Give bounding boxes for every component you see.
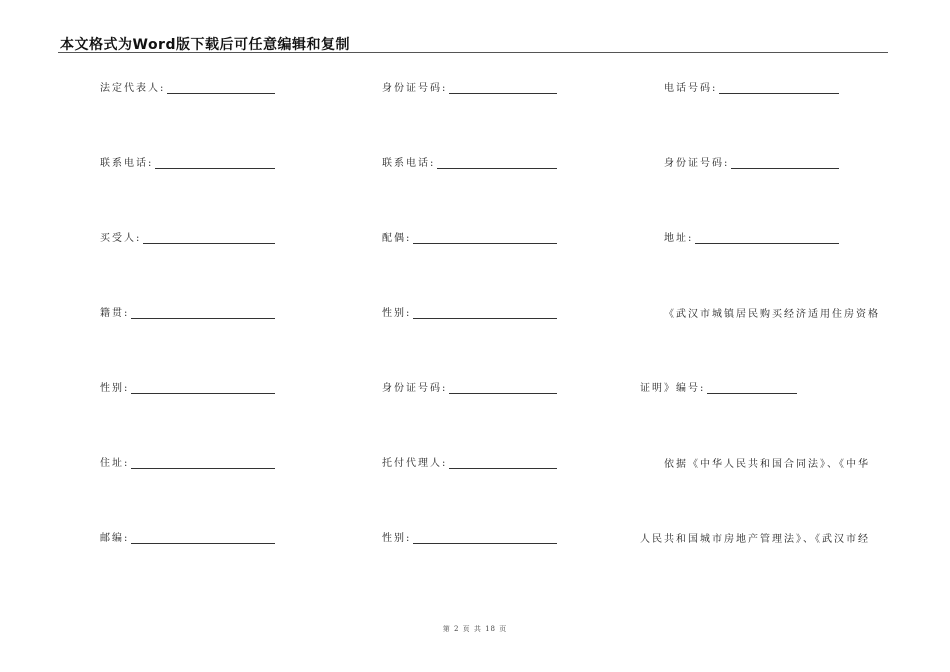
field-label: 身份证号码: xyxy=(382,83,448,94)
fill-line[interactable] xyxy=(155,156,275,169)
field-label: 托付代理人: xyxy=(382,458,448,469)
field-label: 邮编: xyxy=(100,533,130,544)
field-label: 买受人: xyxy=(100,233,142,244)
field-address xyxy=(664,228,839,244)
field-label: 性别: xyxy=(382,533,412,544)
fill-line[interactable] xyxy=(413,531,557,544)
field-certificate-number xyxy=(640,378,797,394)
fill-line[interactable] xyxy=(131,531,275,544)
field-postcode xyxy=(100,528,275,544)
fill-line[interactable] xyxy=(167,81,275,94)
fill-line[interactable] xyxy=(719,81,839,94)
fill-line[interactable] xyxy=(437,156,557,169)
fill-line[interactable] xyxy=(449,81,557,94)
fill-line[interactable] xyxy=(131,456,275,469)
field-gender-3 xyxy=(382,528,557,544)
field-label: 身份证号码: xyxy=(382,383,448,394)
field-label: 电话号码: xyxy=(664,83,718,94)
field-label: 性别: xyxy=(382,308,412,319)
fill-line[interactable] xyxy=(413,306,557,319)
fill-line[interactable] xyxy=(449,456,557,469)
field-label: 性别: xyxy=(100,383,130,394)
field-label: 联系电话: xyxy=(382,158,436,169)
field-label: 住址: xyxy=(100,458,130,469)
fill-line[interactable] xyxy=(131,381,275,394)
field-id-number-2 xyxy=(382,378,557,394)
field-contact-phone xyxy=(100,153,275,169)
field-label: 联系电话: xyxy=(100,158,154,169)
fill-line[interactable] xyxy=(695,231,839,244)
field-id-number xyxy=(382,78,557,94)
fill-line[interactable] xyxy=(707,381,797,394)
field-native-place xyxy=(100,303,275,319)
paragraph-line: 依据《中华人民共和国合同法》、《中华 xyxy=(664,459,870,470)
header-title: 本文格式为Word版下载后可任意编辑和复制 xyxy=(60,37,350,53)
field-id-number-3 xyxy=(664,153,839,169)
fill-line[interactable] xyxy=(413,231,557,244)
field-contact-phone-2 xyxy=(382,153,557,169)
field-label: 证明》编号: xyxy=(640,383,706,394)
fill-line[interactable] xyxy=(131,306,275,319)
field-spouse xyxy=(382,228,557,244)
fill-line[interactable] xyxy=(731,156,839,169)
fill-line[interactable] xyxy=(449,381,557,394)
field-buyer xyxy=(100,228,275,244)
fill-line[interactable] xyxy=(143,231,275,244)
field-gender-2 xyxy=(382,303,557,319)
paragraph-line: 《武汉市城镇居民购买经济适用住房资格 xyxy=(664,309,880,320)
page-number: 第 2 页 共 18 页 xyxy=(442,625,508,633)
field-label: 地址: xyxy=(664,233,694,244)
field-label: 身份证号码: xyxy=(664,158,730,169)
header-divider xyxy=(58,52,888,53)
field-label: 法定代表人: xyxy=(100,83,166,94)
field-phone-number xyxy=(664,78,839,94)
field-gender xyxy=(100,378,275,394)
field-legal-representative xyxy=(100,78,275,94)
field-label: 配偶: xyxy=(382,233,412,244)
field-residence xyxy=(100,453,275,469)
field-label: 籍贯: xyxy=(100,308,130,319)
field-agent xyxy=(382,453,557,469)
paragraph-line: 人民共和国城市房地产管理法》、《武汉市经 xyxy=(640,534,870,545)
